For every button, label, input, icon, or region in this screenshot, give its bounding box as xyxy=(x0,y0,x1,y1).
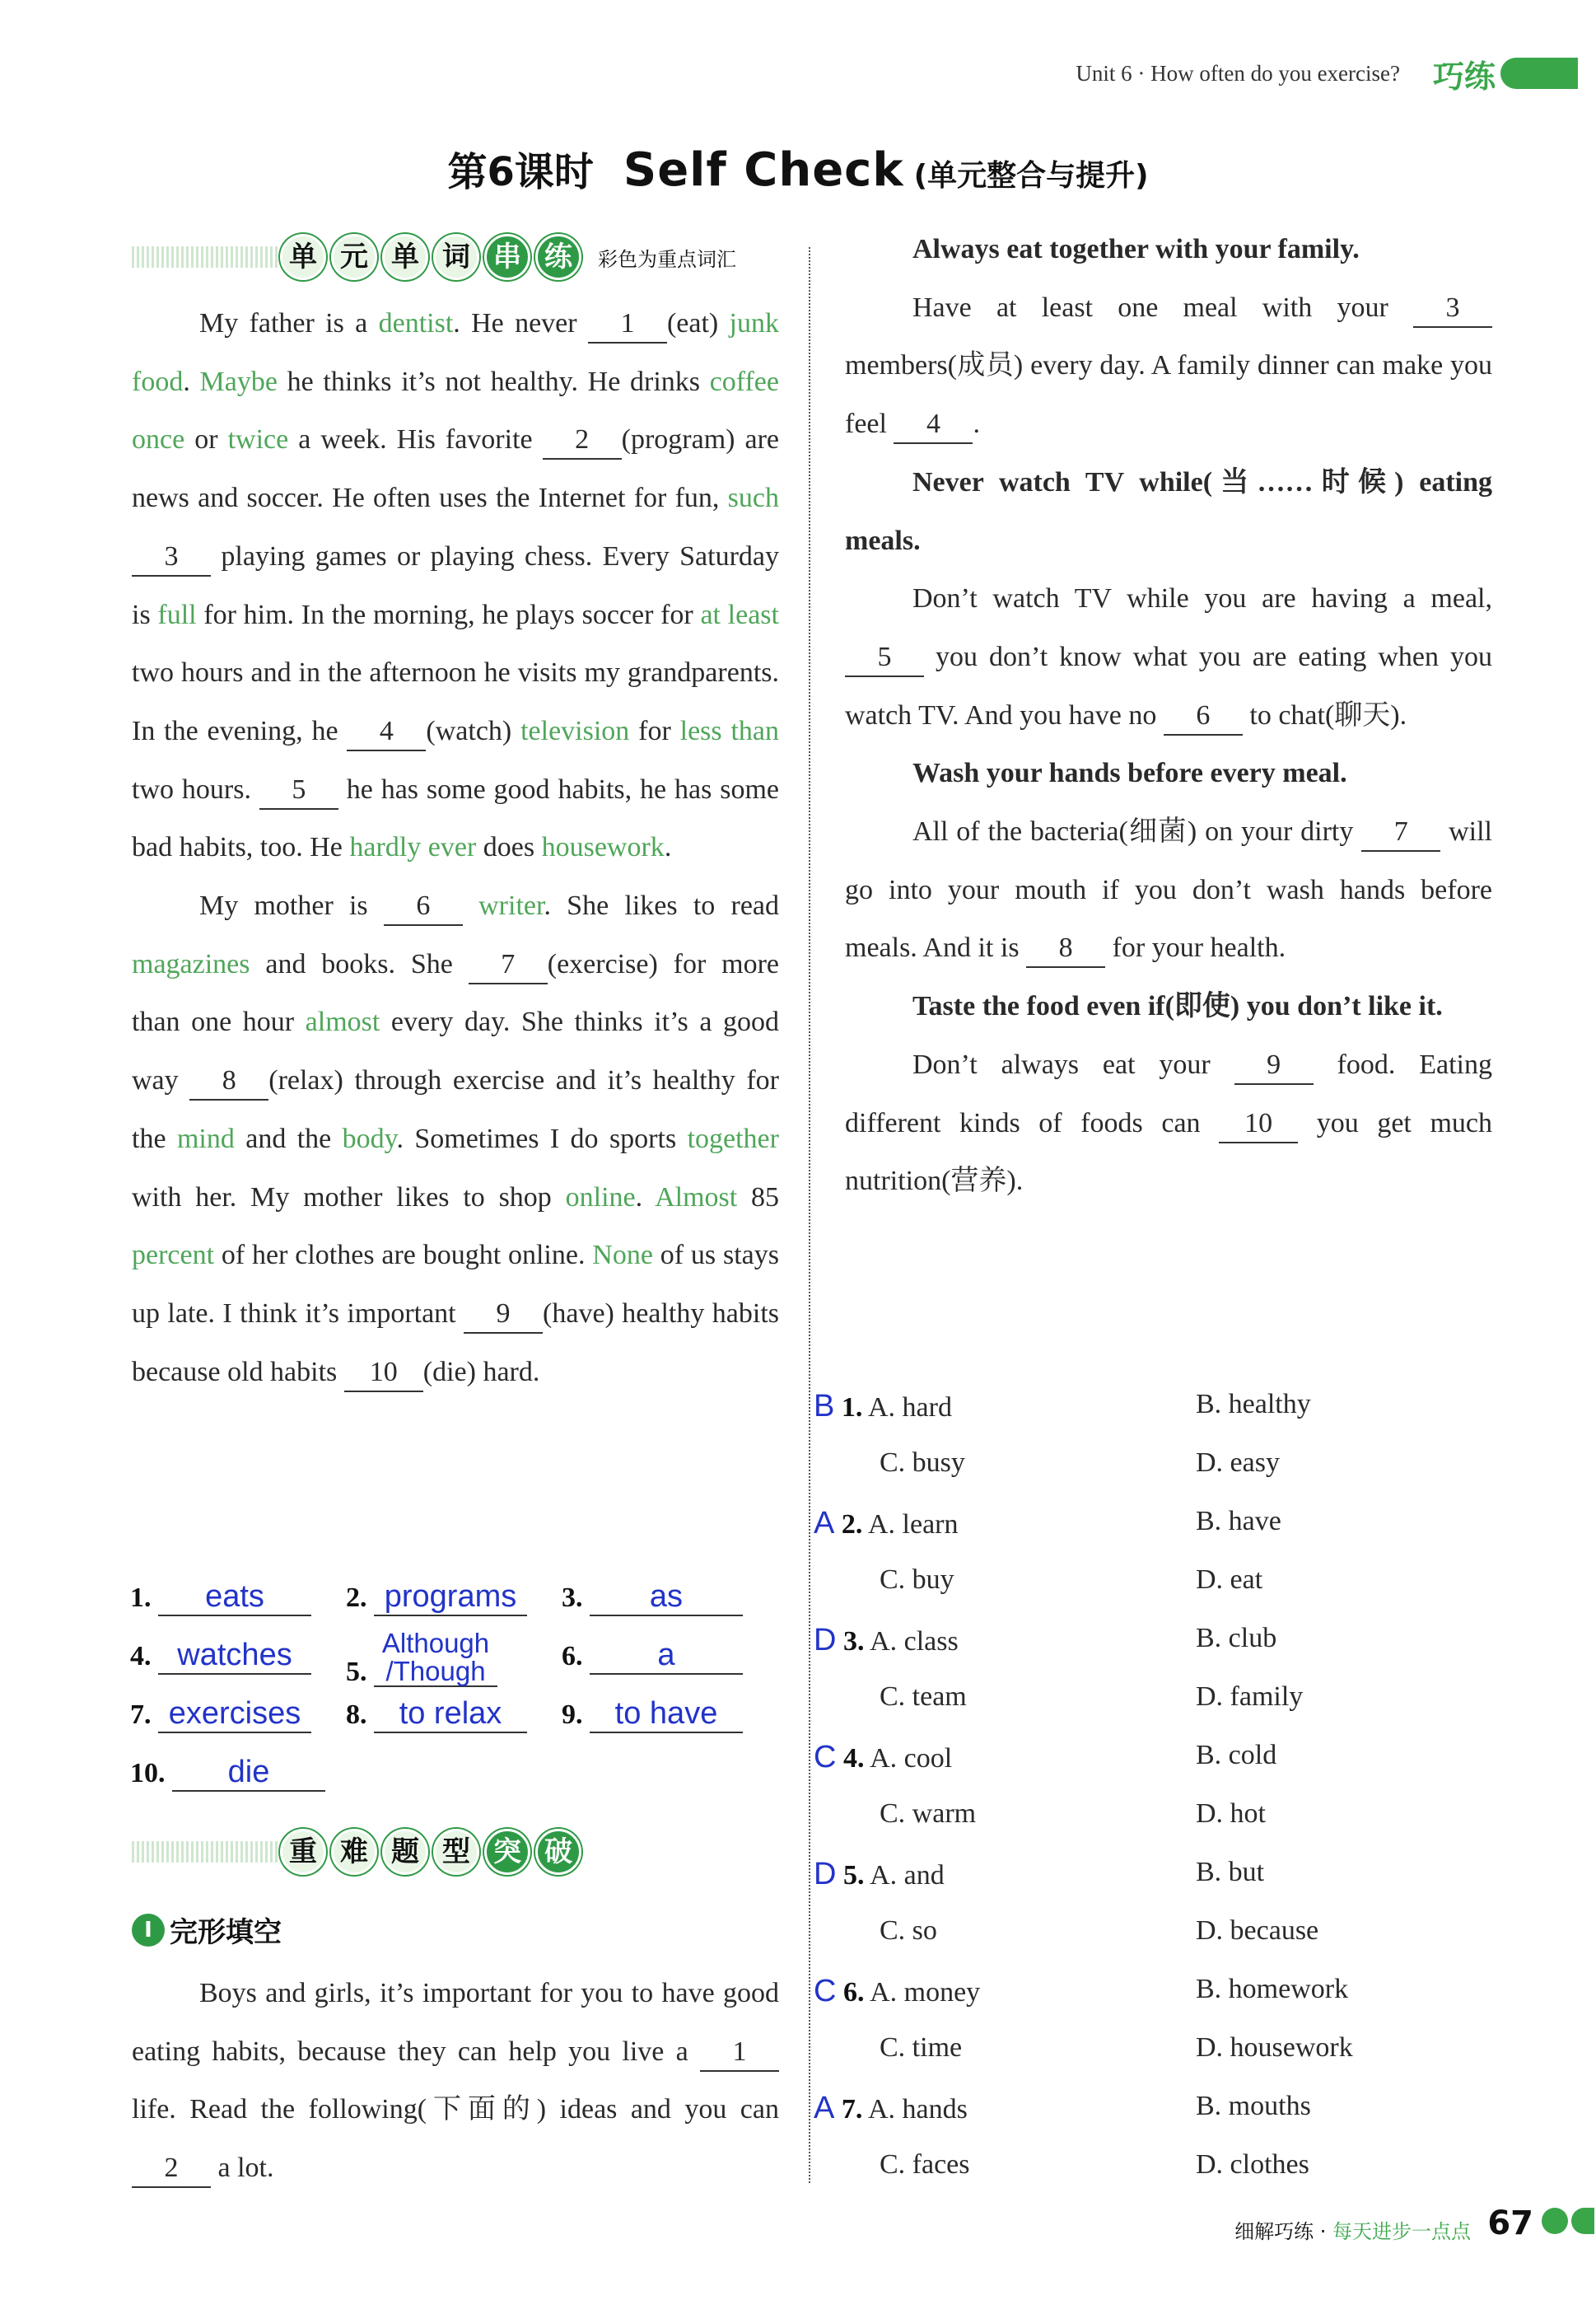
title-main: Self Check xyxy=(623,143,904,197)
blank: 6 xyxy=(1164,698,1243,736)
banner-char: 练 xyxy=(535,234,581,280)
column-divider xyxy=(809,247,810,2183)
answer-4: 4. watches xyxy=(130,1637,311,1675)
answer-7: 7. exercises xyxy=(130,1695,311,1733)
blank: 1 xyxy=(588,306,667,344)
banner-char: 串 xyxy=(484,234,530,280)
banner-note: 彩色为重点词汇 xyxy=(598,247,736,271)
blank: 8 xyxy=(1026,930,1105,968)
banner-char: 难 xyxy=(331,1829,377,1875)
option-row: A 7. A. hands xyxy=(814,2091,968,2125)
blank: 6 xyxy=(384,888,463,926)
vocab-passage xyxy=(132,295,779,1401)
answer-mark: C xyxy=(814,1740,837,1774)
cloze-passage xyxy=(845,221,1492,1211)
blank: 7 xyxy=(1361,814,1440,852)
cloze-subheading-2: Never watch TV while(当……时候) eating meals. xyxy=(845,466,1492,556)
answer-mark: C xyxy=(814,1974,837,2008)
answer-6: 6. a xyxy=(562,1637,743,1675)
answer-value: programs xyxy=(374,1578,527,1616)
footer-bar-icon xyxy=(1571,2208,1594,2234)
answer-value: as xyxy=(590,1578,743,1616)
section-banner-vocab xyxy=(132,232,782,282)
banner-char: 重 xyxy=(280,1829,326,1875)
footer-text: 细解巧练 · 每天进步一点点 xyxy=(1234,2220,1471,2243)
roman-one-icon: Ⅰ xyxy=(132,1914,165,1947)
passage-paragraph-1: My father is a dentist. He never 1 (eat) junk food. Maybe he thinks it’s not healthy. He drinks coffee once or twice a week. His favorite 2 (program) are news and soccer. He often uses the Internet for fun, such 3 playing games or playing chess. Every Saturday is full for him. In the morning, he plays soccer for at least two hours and in the afternoon he visits my grandparents. In the evening, he 4 (watch) television for less than two hours. 5 he has some good habits, he has some bad habits, too. He hardly ever does housework. xyxy=(132,295,779,877)
option-b: B. club xyxy=(1196,1623,1277,1653)
title-sub: (单元整合与提升) xyxy=(913,159,1149,193)
option-b: B. healthy xyxy=(1196,1389,1311,1419)
header-decor-bar xyxy=(1500,58,1578,89)
answer-10: 10. die xyxy=(130,1754,325,1792)
answer-value: eats xyxy=(158,1578,311,1616)
blank: 3 xyxy=(132,539,211,577)
cloze-paragraph-2: Don’t watch TV while you are having a meal, 5 you don’t know what you are eating when you watch TV. And you have no 6 to chat(聊天). xyxy=(845,570,1492,745)
blank: 2 xyxy=(132,2150,211,2188)
blank: 5 xyxy=(845,639,924,677)
option-c: C. faces xyxy=(880,2149,970,2180)
banner-char: 破 xyxy=(535,1829,581,1875)
answer-mark: A xyxy=(814,1506,835,1540)
option-b: B. have xyxy=(1196,1506,1281,1536)
option-b: B. cold xyxy=(1196,1740,1277,1770)
answer-mark: A xyxy=(814,2091,835,2125)
answer-value: Although /Though xyxy=(374,1629,497,1687)
passage-paragraph-2: My mother is 6 writer. She likes to read magazines and books. She 7 (exercise) for more than one hour almost every day. She thinks it’s a good way 8 (relax) through exercise and it’s healthy for the mind and the body. Sometimes I do sports together with her. My mother likes to shop online. Almost 85 percent of her clothes are bought online. None of us stays up late. I think it’s important 9 (have) healthy habits because old habits 10 (die) hard. xyxy=(132,877,779,1401)
answer-mark: B xyxy=(814,1389,835,1423)
cloze-subheading-4: Taste the food even if(即使) you don’t like it. xyxy=(912,991,1443,1022)
option-row: B 1. A. hard xyxy=(814,1389,952,1423)
blank: 1 xyxy=(700,2034,779,2072)
option-d: D. family xyxy=(1196,1681,1304,1712)
footer-dot-icon xyxy=(1542,2208,1568,2234)
option-c: C. team xyxy=(880,1681,967,1712)
banner-char: 型 xyxy=(433,1829,479,1875)
banner-char: 题 xyxy=(382,1829,428,1875)
cloze-paragraph-4: Don’t always eat your 9 food. Eating different kinds of foods can 10 you get much nutrition(营养). xyxy=(845,1036,1492,1211)
blank: 4 xyxy=(894,406,973,444)
option-d: D. hot xyxy=(1196,1798,1266,1829)
option-d: D. clothes xyxy=(1196,2149,1309,2180)
answer-9: 9. to have xyxy=(562,1695,743,1733)
option-b: B. mouths xyxy=(1196,2091,1311,2121)
answer-mark: D xyxy=(814,1623,837,1657)
option-d: D. because xyxy=(1196,1915,1319,1946)
cloze-subheading-1: Always eat together with your family. xyxy=(912,234,1360,264)
banner-char: 突 xyxy=(484,1829,530,1875)
option-b: B. homework xyxy=(1196,1974,1349,2004)
blank: 2 xyxy=(543,422,622,460)
banner-char: 单 xyxy=(382,234,428,280)
cloze-paragraph-3: All of the bacteria(细菌) on your dirty 7 will go into your mouth if you don’t wash hands before meals. And it is 8 for your health. xyxy=(845,803,1492,978)
answer-5: 5. Although /Though xyxy=(346,1629,497,1688)
option-b: B. but xyxy=(1196,1857,1265,1887)
option-row: A 2. A. learn xyxy=(814,1506,959,1540)
blank: 4 xyxy=(347,713,426,751)
blank: 7 xyxy=(469,947,548,984)
cloze-intro: Boys and girls, it’s important for you to have good eating habits, because they can help you live a 1 life. Read the following(下面的) ideas and you can 2 a lot. xyxy=(132,1965,779,2198)
answer-mark: D xyxy=(814,1857,837,1891)
option-d: D. housework xyxy=(1196,2032,1353,2063)
blank: 10 xyxy=(344,1354,423,1392)
blank: 9 xyxy=(464,1296,543,1334)
answer-value: to relax xyxy=(374,1695,527,1733)
answer-2: 2. programs xyxy=(346,1578,527,1616)
option-c: C. warm xyxy=(880,1798,977,1829)
cloze-paragraph-1: Have at least one meal with your 3 members(成员) every day. A family dinner can make you feel 4 . xyxy=(845,279,1492,454)
unit-header-text: Unit 6 · How often do you exercise? xyxy=(1076,61,1400,86)
option-c: C. so xyxy=(880,1915,937,1946)
blank: 5 xyxy=(259,772,338,810)
banner-char: 元 xyxy=(331,234,377,280)
answer-value: exercises xyxy=(158,1695,311,1733)
blank: 3 xyxy=(1413,290,1492,328)
answer-8: 8. to relax xyxy=(346,1695,527,1733)
option-row: C 6. A. money xyxy=(814,1974,981,2008)
page-title xyxy=(0,140,1596,197)
option-row: D 3. A. class xyxy=(814,1623,959,1657)
option-d: D. eat xyxy=(1196,1564,1263,1595)
answer-value: to have xyxy=(590,1695,743,1733)
blank: 8 xyxy=(189,1063,268,1101)
cloze-subheading-3: Wash your hands before every meal. xyxy=(912,758,1347,789)
brand-label: 巧练 xyxy=(1432,58,1496,95)
page-number: 67 xyxy=(1487,2204,1533,2242)
section-banner-key-types xyxy=(132,1827,782,1877)
banner-char: 词 xyxy=(433,234,479,280)
blank: 9 xyxy=(1234,1047,1314,1085)
cloze-heading: Ⅰ 完形填空 xyxy=(132,1910,282,1950)
option-row: C 4. A. cool xyxy=(814,1740,953,1774)
answer-value: watches xyxy=(158,1637,311,1675)
banner-char: 单 xyxy=(280,234,326,280)
answer-value: die xyxy=(172,1754,325,1792)
option-row: D 5. A. and xyxy=(814,1857,945,1891)
option-c: C. time xyxy=(880,2032,963,2063)
answer-1: 1. eats xyxy=(130,1578,311,1616)
option-c: C. buy xyxy=(880,1564,954,1595)
lesson-label: 第6课时 xyxy=(447,149,594,195)
answer-3: 3. as xyxy=(562,1578,743,1616)
option-c: C. busy xyxy=(880,1447,965,1478)
blank: 10 xyxy=(1219,1106,1298,1143)
option-d: D. easy xyxy=(1196,1447,1280,1478)
answer-value: a xyxy=(590,1637,743,1675)
